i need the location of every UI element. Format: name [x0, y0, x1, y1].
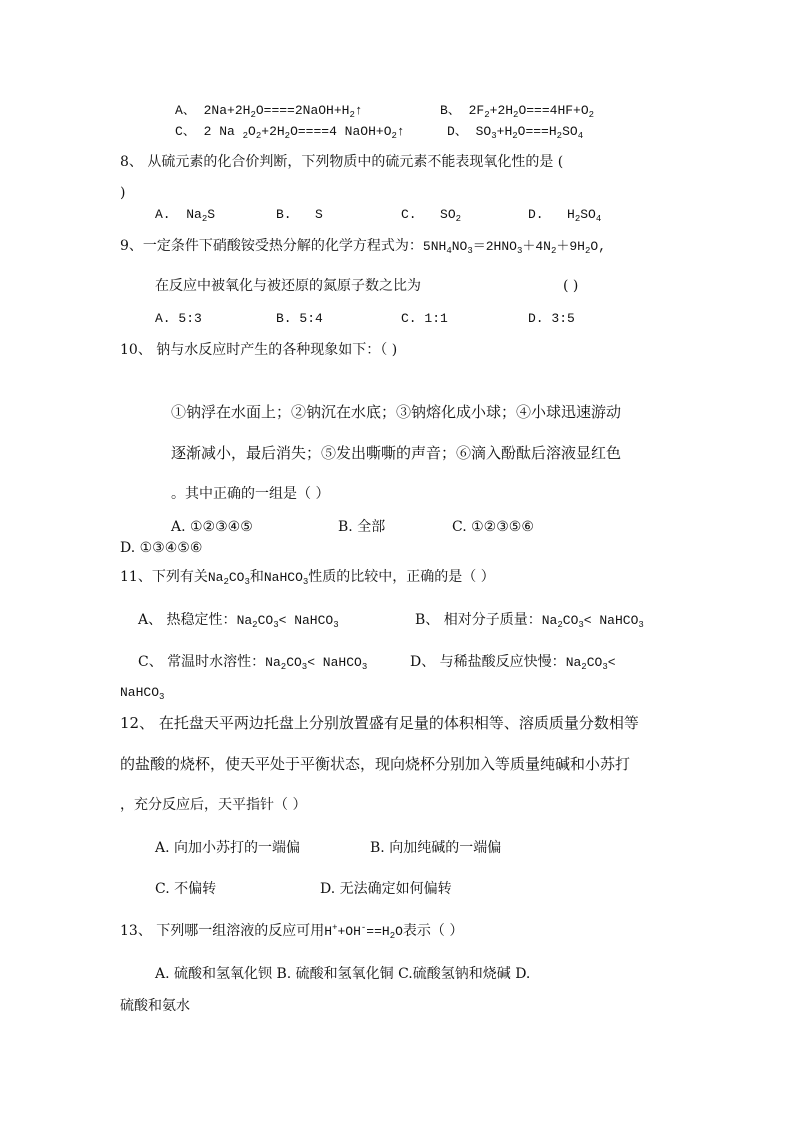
- q8-option-a: A. $Na_2S$: [155, 207, 216, 224]
- q9-answer-paren: ( ): [563, 278, 579, 294]
- q9-option-a: A. 5:3: [155, 311, 202, 326]
- q11-option-d-cont: NaHCO$_3$: [120, 685, 165, 702]
- q8-option-d: D. $H_2SO_4$: [528, 207, 602, 224]
- q11-option-c: C、 常温时水溶性：$Na_2CO_3<$ NaHCO$_3$: [138, 654, 368, 672]
- q7-option-a: A、 $2Na+2H_2O====2NaOH+H_2↑$: [175, 103, 363, 120]
- q11-option-b: B、 相对分子质量：$Na_2CO_3<$ NaHCO$_3$: [415, 612, 644, 630]
- q12-stem-line3: ，充分反应后，天平指针（ ）: [120, 797, 307, 813]
- q8-option-b: B. S: [276, 207, 323, 222]
- q10-phenomena-line2: 逐渐减小，最后消失；⑤发出嘶嘶的声音；⑥滴入酚酞后溶液显红色: [171, 444, 622, 462]
- q9-option-d: D. 3:5: [528, 311, 575, 326]
- q9-stem: 9、一定条件下硝酸铵受热分解的化学方程式为：$5NH_4NO_3=2HNO_3+4N_2+9H_2O$,: [120, 238, 606, 256]
- q9-option-c: C. 1:1: [401, 311, 448, 326]
- q10-stem: 10、 钠与水反应时产生的各种现象如下：（ ): [120, 342, 398, 358]
- q12-option-d: D. 无法确定如何偏转: [320, 881, 452, 897]
- q11-stem: 11、下列有关$Na_2CO_3$和NaHCO$_3$性质的比较中，正确的是（ ）: [120, 569, 495, 587]
- q12-option-c: C. 不偏转: [155, 881, 217, 897]
- q10-option-c: C. ①②③⑤⑥: [452, 519, 534, 535]
- q12-option-b: B. 向加纯碱的一端偏: [370, 840, 502, 856]
- q10-phenomena-line3: 。其中正确的一组是（ ）: [171, 486, 330, 502]
- q7-option-b: B、 $2F_2+2H_2O===4HF+O_2$: [440, 103, 595, 120]
- q13-option-d-cont: 硫酸和氨水: [120, 998, 190, 1014]
- q9-option-b: B. 5:4: [276, 311, 323, 326]
- q8-option-c: C. $SO_2$: [401, 207, 462, 224]
- q12-option-a: A. 向加小苏打的一端偏: [155, 840, 301, 856]
- q8-stem: 8、 从硫元素的化合价判断，下列物质中的硫元素不能表现氧化性的是 (: [120, 154, 564, 170]
- q11-option-a: A、 热稳定性：$Na_2CO_3<$ NaHCO$_3$: [138, 612, 339, 630]
- q10-option-a: A. ①②③④⑤: [171, 519, 253, 535]
- q8-stem-end: ): [120, 185, 126, 201]
- q12-stem-line1: 12、 在托盘天平两边托盘上分别放置盛有足量的体积相等、溶质质量分数相等: [120, 714, 639, 732]
- q7-option-c: C、 2 Na $_2O_2+2H_2O====4$ $NaOH+O_2↑$: [175, 124, 405, 141]
- q12-stem-line2: 的盐酸的烧杯，使天平处于平衡状态，现向烧杯分别加入等质量纯碱和小苏打: [120, 755, 631, 773]
- q10-option-d: D. ①③④⑤⑥: [120, 540, 203, 556]
- q10-option-b: B. 全部: [338, 519, 386, 535]
- q13-options: A. 硫酸和氢氧化钡 B. 硫酸和氢氧化铜 C.硫酸氢钠和烧碱 D.: [155, 966, 531, 982]
- q13-stem: 13、 下列哪一组溶液的反应可用$H^++OH^-==H_2O$表示（ ）: [120, 923, 464, 941]
- q7-option-d: D、 $SO_3+H_2O===H_2SO_4$: [447, 124, 584, 141]
- q10-phenomena-line1: ①钠浮在水面上；②钠沉在水底；③钠熔化成小球；④小球迅速游动: [171, 403, 622, 421]
- q11-option-d: D、 与稀盐酸反应快慢：$Na_2CO_3<$: [410, 654, 616, 672]
- q9-line2: 在反应中被氧化与被还原的氮原子数之比为: [155, 278, 421, 294]
